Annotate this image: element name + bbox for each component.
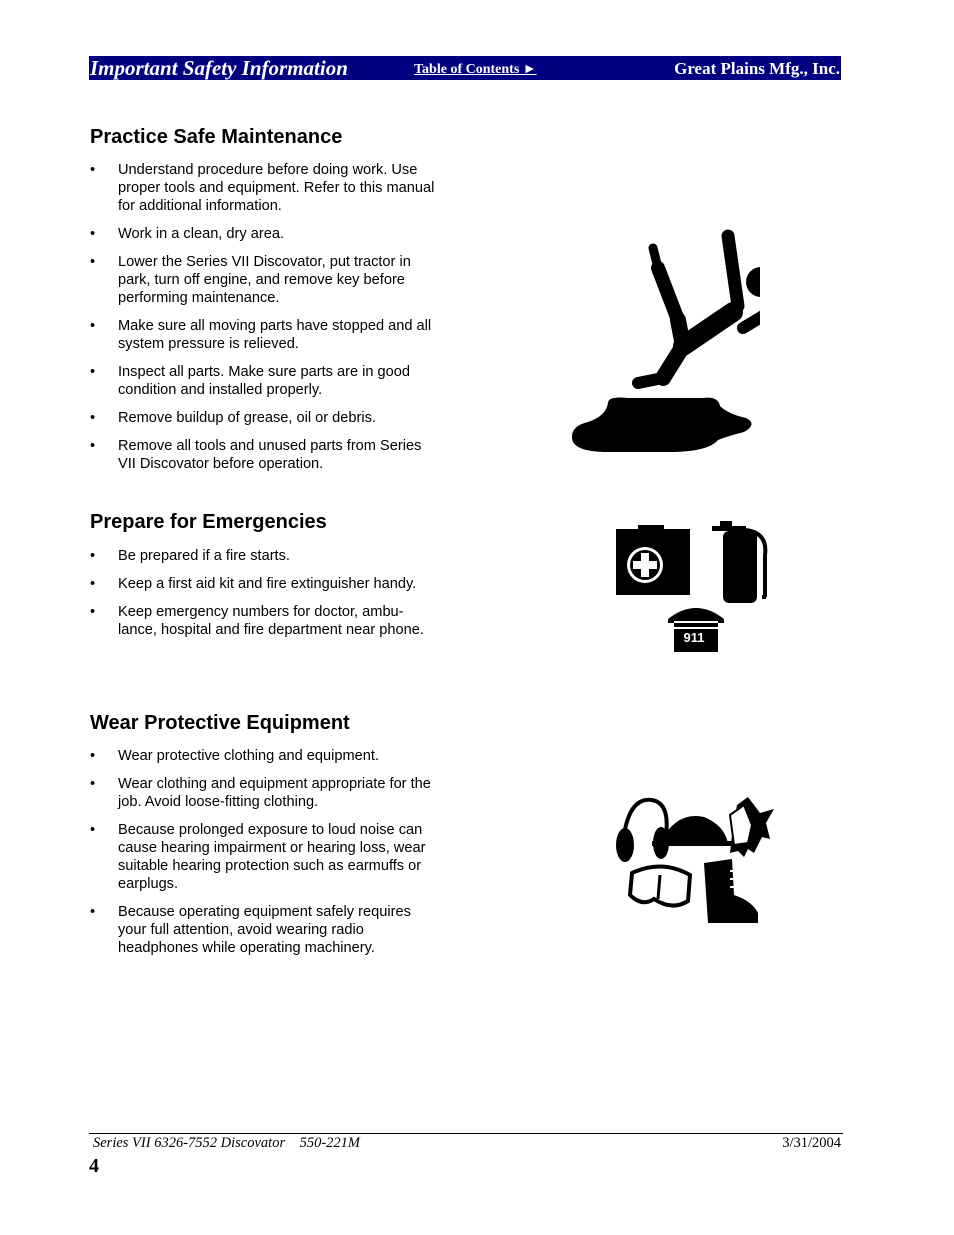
list-item: • Remove buildup of grease, oil or debris. [90,409,435,427]
list-item: • Keep emergency numbers for doctor, ambu-lance, hospital and fire department near phone. [90,603,435,639]
list-item: • Understand procedure before doing work. Use proper tools and equipment. Refer to this manual for additional information. [90,161,435,215]
list-item: • Because prolonged exposure to loud noise can cause hearing impairment or hearing loss, wear suitable hearing protection such as earmuffs or earplugs. [90,821,435,893]
footer-divider [89,1133,843,1134]
footer-document-id: Series VII 6326-7552 Discovator 550-221M [93,1135,360,1151]
list-item: • Wear clothing and equipment appropriate for the job. Avoid loose-fitting clothing. [90,775,435,811]
slip-fall-icon [568,228,760,458]
header-bar [89,56,841,80]
list-item: • Remove all tools and unused parts from Series VII Discovator before operation. [90,437,435,473]
protective-equipment-list [90,747,435,967]
list-item: • Inspect all parts. Make sure parts are in good condition and installed properly. [90,363,435,399]
emergency-phone-number: 911 [683,630,705,645]
header-title: Important Safety Information [90,56,348,80]
list-item: • Make sure all moving parts have stopped and all system pressure is relieved. [90,317,435,353]
header-company: Great Plains Mfg., Inc. [674,59,840,78]
list-item: • Keep a first aid kit and fire extinguisher handy. [90,575,435,593]
footer-date: 3/31/2004 [782,1135,841,1151]
page-number: 4 [89,1155,99,1177]
list-item: • Because operating equipment safely requires your full attention, avoid wearing radio headphones while operating machinery. [90,903,435,957]
protective-equipment-icon [612,795,777,930]
section-title-prepare-emergencies: Prepare for Emergencies [90,511,327,533]
section-title-protective-equipment: Wear Protective Equipment [90,712,350,734]
list-item: • Work in a clean, dry area. [90,225,435,243]
emergency-equipment-icon [608,515,778,655]
section-title-safe-maintenance: Practice Safe Maintenance [90,126,343,148]
safe-maintenance-list [90,161,435,483]
table-of-contents-link[interactable]: Table of Contents ► [414,62,537,77]
emergencies-list [90,547,435,649]
list-item: • Wear protective clothing and equipment. [90,747,435,765]
list-item: • Lower the Series VII Discovator, put tractor in park, turn off engine, and remove key before performing maintenance. [90,253,435,307]
list-item: • Be prepared if a fire starts. [90,547,435,565]
